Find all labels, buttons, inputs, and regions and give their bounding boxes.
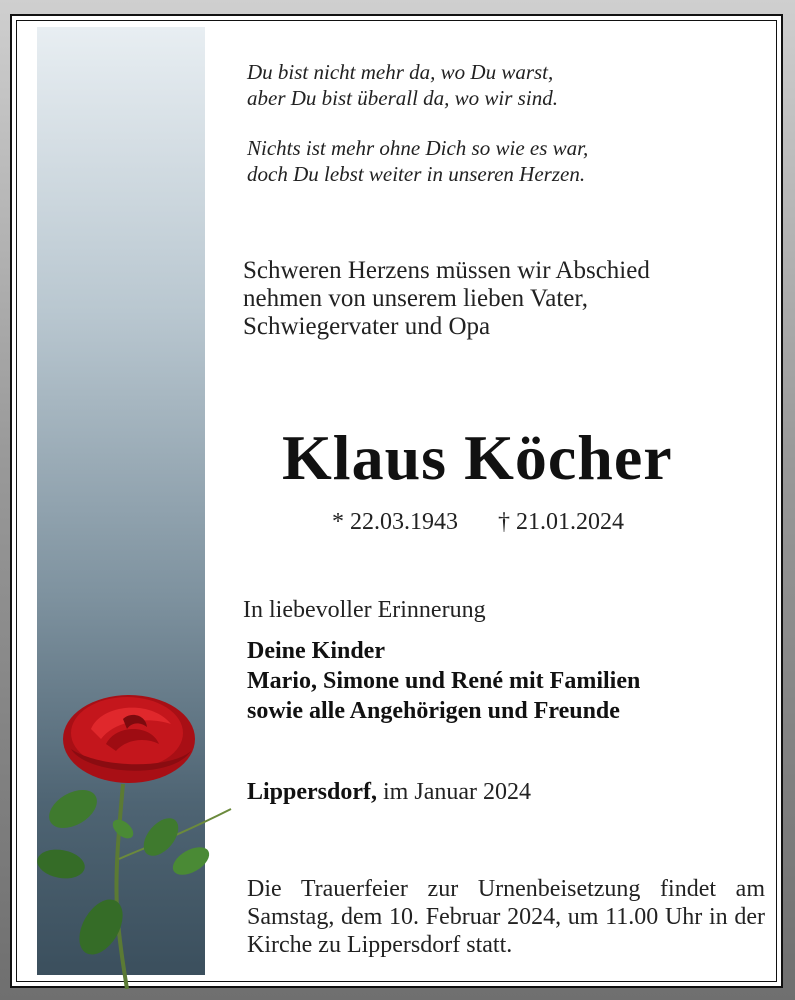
life-dates [332,509,624,536]
place-town: Lippersdorf, [247,779,378,805]
intro-line: Schweren Herzens müssen wir Abschied [243,257,650,284]
intro-line: Schwiegervater und Opa [243,313,491,340]
birth-date: * 22.03.1943 [332,509,458,535]
notice-inner-border [16,20,777,982]
mourner-line: sowie alle Angehörigen und Freunde [247,698,620,724]
place-date [247,779,531,806]
funeral-service-info: Die Trauerfeier zur Urnenbeisetzung findet am Samstag, dem 10. Februar 2024, um 11.00 Uhr in der Kirche zu Lippersdorf statt. [247,876,765,958]
deceased-name: Klaus Köcher [282,422,673,493]
red-rose-icon [31,689,241,989]
poem-line: Du bist nicht mehr da, wo Du warst, [247,60,554,84]
poem-line: doch Du lebst weiter in unseren Herzen. [247,162,586,186]
memory-line: In liebevoller Erinnerung [243,597,486,623]
poem-line: aber Du bist überall da, wo wir sind. [247,86,558,110]
mourner-line: Deine Kinder [247,638,385,664]
notice-content [237,21,776,981]
place-month: im Januar 2024 [377,779,531,805]
poem-line: Nichts ist mehr ohne Dich so wie es war, [247,136,589,160]
poem-verse [247,59,588,211]
mourners-list [247,636,640,726]
intro-line: nehmen von unserem lieben Vater, [243,285,588,312]
death-date: † 21.01.2024 [498,509,624,535]
farewell-intro [243,257,650,341]
notice-outer-border [10,14,783,988]
mourner-line: Mario, Simone und René mit Familien [247,668,641,694]
